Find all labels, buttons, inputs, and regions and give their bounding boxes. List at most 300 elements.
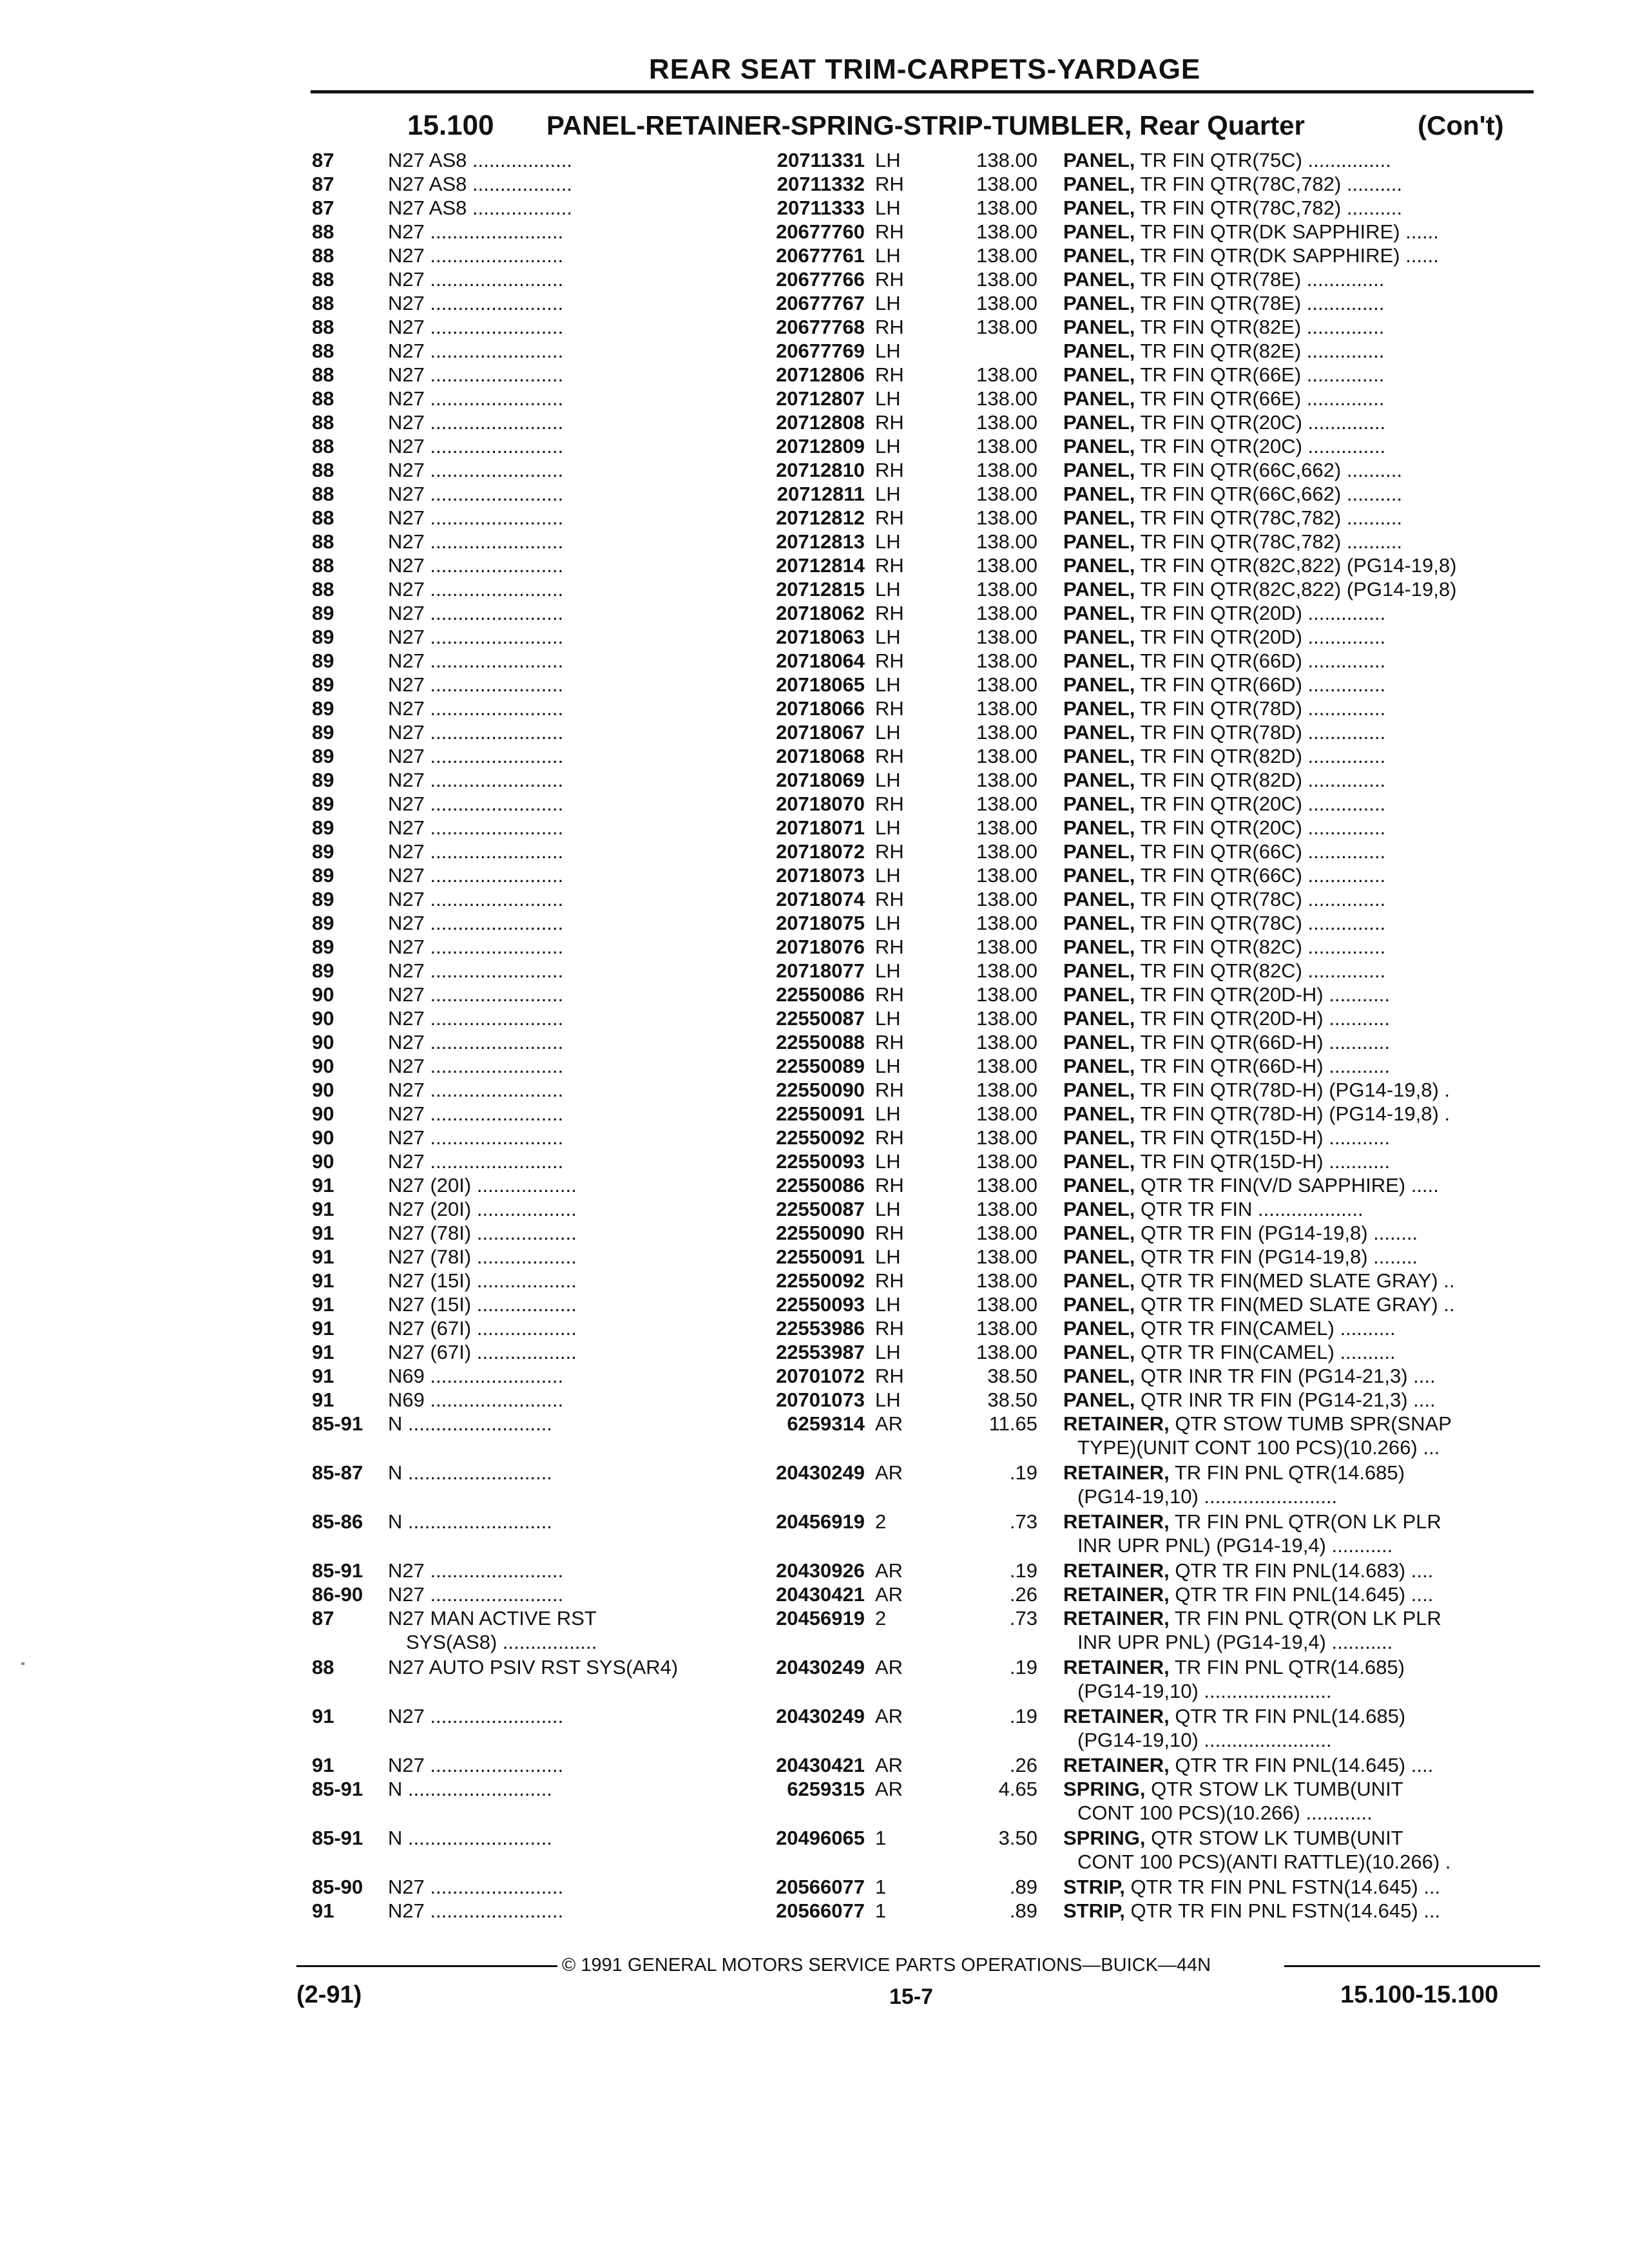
cell-price: 138.00 <box>976 506 1037 529</box>
cell-price: 138.00 <box>976 1102 1037 1125</box>
cell-part: 20718063 <box>776 626 865 648</box>
cell-part: 22550088 <box>776 1031 865 1053</box>
part-description: TR FIN QTR(66C) .............. <box>1140 864 1386 887</box>
part-noun: RETAINER, <box>1063 1559 1170 1582</box>
table-row <box>0 1461 1629 1485</box>
cell-usage: N27 ........................ <box>388 387 564 410</box>
cell-part: 20712814 <box>776 554 865 577</box>
part-description: TR FIN QTR(78E) .............. <box>1140 268 1385 291</box>
cell-part: 22550087 <box>776 1198 865 1220</box>
cell-price: .19 <box>1009 1656 1037 1678</box>
part-noun: SPRING, <box>1063 1827 1146 1849</box>
cell-usage: N27 ........................ <box>388 959 564 982</box>
part-description: TR FIN QTR(66C) .............. <box>1140 840 1386 863</box>
part-description: TR FIN QTR(66E) .............. <box>1140 387 1385 410</box>
cell-ill: 88 <box>312 554 334 577</box>
part-noun: PANEL, <box>1063 1055 1135 1077</box>
part-description: QTR INR TR FIN (PG14-21,3) .... <box>1141 1389 1436 1411</box>
cell-price: 138.00 <box>976 1293 1037 1316</box>
cell-usage: N27 ........................ <box>388 912 564 934</box>
table-row <box>0 267 1629 291</box>
cell-description <box>1063 983 1534 1006</box>
cell-price: 138.00 <box>976 292 1037 314</box>
cell-usage: N .......................... <box>388 1510 552 1533</box>
cell-price: 138.00 <box>976 1031 1037 1053</box>
cell-qty: LH <box>875 292 901 314</box>
cell-usage: N27 AUTO PSIV RST SYS(AR4) <box>388 1656 679 1678</box>
cell-part: 20430421 <box>776 1754 865 1776</box>
cell-price: 138.00 <box>976 959 1037 982</box>
cell-ill: 88 <box>312 435 334 457</box>
cell-price: 138.00 <box>976 1055 1037 1077</box>
cell-price: 138.00 <box>976 816 1037 839</box>
cell-part: 20677769 <box>776 340 865 362</box>
cell-part: 20718062 <box>776 602 865 624</box>
cell-part: 22550087 <box>776 1007 865 1030</box>
cell-usage: N27 ........................ <box>388 1007 564 1030</box>
table-row <box>0 911 1629 935</box>
cell-ill: 90 <box>312 1079 334 1101</box>
cell-qty: RH <box>875 506 904 529</box>
cell-ill: 91 <box>312 1365 334 1387</box>
cell-usage: N27 (78I) .................. <box>388 1245 577 1268</box>
cell-price: 4.65 <box>998 1778 1037 1800</box>
cell-description <box>1063 1655 1534 1679</box>
part-noun: PANEL, <box>1063 1007 1135 1030</box>
cell-part: 20712806 <box>776 363 865 386</box>
cell-usage: N27 ........................ <box>388 1055 564 1077</box>
table-row <box>0 1030 1629 1054</box>
cell-usage: N27 ........................ <box>388 983 564 1006</box>
cell-price: 138.00 <box>976 220 1037 243</box>
cell-description <box>1063 1388 1534 1412</box>
part-noun: PANEL, <box>1063 793 1135 815</box>
part-noun: PANEL, <box>1063 1245 1135 1268</box>
part-description: TR FIN QTR(78C) .............. <box>1140 912 1386 934</box>
cell-price: 138.00 <box>976 435 1037 457</box>
cell-qty: AR <box>875 1461 903 1484</box>
cell-ill: 87 <box>312 149 334 171</box>
part-description: QTR TR FIN PNL(14.645) .... <box>1175 1754 1434 1776</box>
cell-price: 138.00 <box>976 721 1037 744</box>
cell-part: 20718077 <box>776 959 865 982</box>
cell-usage: N27 AS8 .................. <box>388 173 573 195</box>
cell-part: 20711332 <box>776 173 865 195</box>
cell-usage: N27 ........................ <box>388 411 564 434</box>
cell-qty: AR <box>875 1559 903 1582</box>
cell-price: 138.00 <box>976 864 1037 887</box>
table-row <box>0 863 1629 887</box>
cell-description <box>1063 1293 1534 1316</box>
part-description: TR FIN QTR(78C) .............. <box>1140 888 1386 910</box>
cell-price: 138.00 <box>976 1222 1037 1244</box>
cell-usage: N27 ........................ <box>388 816 564 839</box>
table-row <box>0 482 1629 506</box>
cell-qty: LH <box>875 1102 901 1125</box>
part-noun: RETAINER, <box>1063 1461 1170 1484</box>
cell-ill: 89 <box>312 888 334 910</box>
part-noun: PANEL, <box>1063 1126 1135 1149</box>
cell-price: 138.00 <box>976 1269 1037 1292</box>
cell-description <box>1063 1221 1534 1245</box>
cell-qty: RH <box>875 268 904 291</box>
footer-copyright: © 1991 GENERAL MOTORS SERVICE PARTS OPERATIONS—BUICK—44N <box>562 1955 1211 1975</box>
cell-description <box>1063 1753 1534 1777</box>
cell-qty: 1 <box>875 1899 887 1922</box>
cell-description <box>1063 387 1534 410</box>
cell-part: 20566077 <box>776 1899 865 1922</box>
cell-price: 138.00 <box>976 745 1037 767</box>
part-noun: STRIP, <box>1063 1876 1125 1898</box>
part-noun: PANEL, <box>1063 1222 1135 1244</box>
cell-description <box>1063 1316 1534 1340</box>
cell-part: 22553986 <box>776 1317 865 1340</box>
cell-description <box>1063 1412 1534 1436</box>
cell-usage: N27 ........................ <box>388 340 564 362</box>
cell-ill: 90 <box>312 983 334 1006</box>
part-noun: PANEL, <box>1063 220 1135 243</box>
part-description: TR FIN QTR(82C) .............. <box>1140 959 1386 982</box>
cell-ill: 89 <box>312 816 334 839</box>
cell-usage: N27 (15I) .................. <box>388 1269 577 1292</box>
cell-ill: 91 <box>312 1705 334 1727</box>
cell-part: 20430926 <box>776 1559 865 1582</box>
description-continuation: TYPE)(UNIT CONT 100 PCS)(10.266) ... <box>1077 1436 1440 1459</box>
table-row <box>0 1826 1629 1850</box>
part-description: QTR TR FIN PNL(14.645) .... <box>1175 1583 1434 1606</box>
cell-usage: N27 ........................ <box>388 316 564 338</box>
part-description: QTR TR FIN(MED SLATE GRAY) .. <box>1141 1269 1455 1292</box>
cell-usage: N27 ........................ <box>388 435 564 457</box>
table-row <box>0 816 1629 840</box>
cell-part: 20718075 <box>776 912 865 934</box>
cell-ill: 89 <box>312 793 334 815</box>
cell-description <box>1063 220 1534 244</box>
cell-part: 20718072 <box>776 840 865 863</box>
cell-description <box>1063 1173 1534 1197</box>
section-continued-label: (Con't) <box>1418 110 1504 140</box>
part-noun: PANEL, <box>1063 459 1135 481</box>
part-description: TR FIN QTR(66D-H) ........... <box>1140 1031 1390 1053</box>
cell-ill: 85-91 <box>312 1559 363 1582</box>
cell-description <box>1063 1197 1534 1221</box>
cell-qty: LH <box>875 244 901 267</box>
cell-usage: N27 (15I) .................. <box>388 1293 577 1316</box>
cell-price: 138.00 <box>976 316 1037 338</box>
part-description: TR FIN QTR(82C) .............. <box>1140 936 1386 958</box>
cell-description <box>1063 244 1534 267</box>
part-noun: PANEL, <box>1063 173 1135 195</box>
part-description: TR FIN QTR(82C,822) (PG14-19,8) <box>1140 578 1457 601</box>
table-row <box>0 530 1629 553</box>
cell-qty: RH <box>875 1317 904 1340</box>
description-continuation: (PG14-19,10) ....................... <box>1077 1680 1332 1702</box>
part-noun: SPRING, <box>1063 1778 1146 1800</box>
cell-description <box>1063 673 1534 697</box>
cell-part: 22550092 <box>776 1269 865 1292</box>
part-noun: PANEL, <box>1063 959 1135 982</box>
cell-ill: 88 <box>312 220 334 243</box>
cell-ill: 90 <box>312 1031 334 1053</box>
cell-price: 138.00 <box>976 840 1037 863</box>
cell-part: 22553987 <box>776 1341 865 1363</box>
cell-usage: N27 AS8 .................. <box>388 197 573 219</box>
part-description: QTR TR FIN(CAMEL) .......... <box>1141 1317 1396 1340</box>
table-row <box>0 1078 1629 1102</box>
part-description: QTR TR FIN PNL(14.685) <box>1175 1705 1406 1727</box>
cell-part: 20718070 <box>776 793 865 815</box>
cell-qty: LH <box>875 149 901 171</box>
part-noun: PANEL, <box>1063 244 1135 267</box>
cell-ill: 89 <box>312 697 334 720</box>
cell-qty: LH <box>875 435 901 457</box>
part-noun: PANEL, <box>1063 769 1135 791</box>
cell-part: 20718066 <box>776 697 865 720</box>
part-description: TR FIN QTR(20C) .............. <box>1140 435 1386 457</box>
part-noun: PANEL, <box>1063 1269 1135 1292</box>
section-title: PANEL-RETAINER-SPRING-STRIP-TUMBLER, Rear Quarter <box>546 110 1305 140</box>
part-description: TR FIN QTR(82C,822) (PG14-19,8) <box>1140 554 1457 577</box>
table-row <box>0 1606 1629 1630</box>
cell-qty: AR <box>875 1705 903 1727</box>
part-noun: PANEL, <box>1063 697 1135 720</box>
part-noun: RETAINER, <box>1063 1705 1170 1727</box>
cell-ill: 91 <box>312 1198 334 1220</box>
cell-qty: LH <box>875 578 901 601</box>
cell-usage: N27 ........................ <box>388 721 564 744</box>
part-noun: PANEL, <box>1063 1389 1135 1411</box>
part-description: TR FIN QTR(66D) .............. <box>1140 649 1386 672</box>
part-noun: PANEL, <box>1063 1031 1135 1053</box>
cell-usage: N69 ........................ <box>388 1389 564 1411</box>
part-description: TR FIN QTR(20D) .............. <box>1140 602 1386 624</box>
cell-description <box>1063 744 1534 768</box>
cell-price: 138.00 <box>976 459 1037 481</box>
cell-usage: N27 ........................ <box>388 1559 564 1582</box>
cell-description <box>1063 863 1534 887</box>
cell-qty: RH <box>875 554 904 577</box>
cell-description <box>1063 1126 1534 1149</box>
cell-description <box>1063 458 1534 482</box>
cell-ill: 91 <box>312 1174 334 1196</box>
part-noun: PANEL, <box>1063 1341 1135 1363</box>
cell-qty: 2 <box>875 1510 887 1533</box>
cell-description <box>1063 840 1534 863</box>
cell-description <box>1063 1510 1534 1533</box>
part-noun: PANEL, <box>1063 626 1135 648</box>
cell-ill: 91 <box>312 1245 334 1268</box>
part-description: TR FIN QTR(78C,782) .......... <box>1140 506 1402 529</box>
part-description: QTR TR FIN (PG14-19,8) ........ <box>1141 1222 1418 1244</box>
cell-part: 6259315 <box>787 1778 865 1800</box>
cell-description <box>1063 434 1534 458</box>
cell-description <box>1063 1030 1534 1054</box>
part-description: TR FIN QTR(78D) .............. <box>1140 697 1386 720</box>
table-row <box>0 673 1629 697</box>
part-noun: PANEL, <box>1063 912 1135 934</box>
table-row <box>0 363 1629 387</box>
cell-qty: LH <box>875 626 901 648</box>
cell-qty: LH <box>875 816 901 839</box>
cell-usage: N27 ........................ <box>388 1705 564 1727</box>
table-row <box>0 1364 1629 1388</box>
footer-page-number: 15-7 <box>889 1984 934 2009</box>
part-description: QTR STOW LK TUMB(UNIT <box>1151 1827 1403 1849</box>
cell-part: 20456919 <box>776 1607 865 1629</box>
cell-qty: AR <box>875 1583 903 1606</box>
cell-price: 138.00 <box>976 673 1037 696</box>
cell-qty: RH <box>875 697 904 720</box>
cell-qty: LH <box>875 530 901 553</box>
cell-part: 20677767 <box>776 292 865 314</box>
cell-qty: LH <box>875 721 901 744</box>
cell-price: 11.65 <box>988 1412 1037 1435</box>
cell-description <box>1063 697 1534 720</box>
part-description: QTR TR FIN PNL FSTN(14.645) ... <box>1130 1876 1441 1898</box>
part-noun: RETAINER, <box>1063 1656 1170 1678</box>
cell-ill: 91 <box>312 1341 334 1363</box>
cell-usage: N27 ........................ <box>388 936 564 958</box>
cell-part: 20712812 <box>776 506 865 529</box>
cell-description <box>1063 1078 1534 1102</box>
cell-qty: LH <box>875 769 901 791</box>
cell-ill: 90 <box>312 1055 334 1077</box>
cell-usage: N27 ........................ <box>388 649 564 672</box>
cell-qty: LH <box>875 197 901 219</box>
table-row <box>0 1777 1629 1801</box>
cell-price: 38.50 <box>987 1389 1037 1411</box>
cell-qty: LH <box>875 483 901 505</box>
cell-ill: 91 <box>312 1269 334 1292</box>
table-row <box>0 1269 1629 1293</box>
cell-qty: RH <box>875 1222 904 1244</box>
table-row <box>0 1293 1629 1316</box>
cell-usage: N27 ........................ <box>388 554 564 577</box>
cell-ill: 86-90 <box>312 1583 363 1606</box>
table-row <box>0 1102 1629 1126</box>
cell-ill: 89 <box>312 912 334 934</box>
cell-description <box>1063 1364 1534 1388</box>
part-description: TR FIN QTR(66D) .............. <box>1140 673 1386 696</box>
table-row <box>0 1006 1629 1030</box>
part-noun: PANEL, <box>1063 1079 1135 1101</box>
cell-usage: N27 MAN ACTIVE RST <box>388 1607 597 1629</box>
part-description: TR FIN QTR(78C,782) .......... <box>1140 530 1402 553</box>
cell-part: 20496065 <box>776 1827 865 1849</box>
cell-description <box>1063 1606 1534 1630</box>
cell-usage: N27 ........................ <box>388 1583 564 1606</box>
cell-qty: RH <box>875 936 904 958</box>
cell-ill: 91 <box>312 1899 334 1922</box>
cell-ill: 89 <box>312 769 334 791</box>
usage-continuation: SYS(AS8) ................. <box>406 1631 597 1653</box>
cell-ill: 90 <box>312 1126 334 1149</box>
part-noun: RETAINER, <box>1063 1583 1170 1606</box>
cell-part: 20677761 <box>776 244 865 267</box>
cell-price: 138.00 <box>976 554 1037 577</box>
footer-section-range: 15.100-15.100 <box>1340 1981 1499 2008</box>
cell-description <box>1063 1875 1534 1899</box>
cell-qty: LH <box>875 1007 901 1030</box>
cell-part: 20712808 <box>776 411 865 434</box>
part-noun: PANEL, <box>1063 268 1135 291</box>
cell-ill: 88 <box>312 411 334 434</box>
cell-qty: RH <box>875 411 904 434</box>
cell-description <box>1063 1054 1534 1078</box>
part-description: TR FIN QTR(78E) .............. <box>1140 292 1385 314</box>
part-noun: PANEL, <box>1063 340 1135 362</box>
part-description: TR FIN QTR(20D) .............. <box>1140 626 1386 648</box>
cell-usage: N27 ........................ <box>388 292 564 314</box>
cell-ill: 88 <box>312 292 334 314</box>
cell-description <box>1063 363 1534 387</box>
cell-description <box>1063 887 1534 911</box>
part-description: TR FIN QTR(20D-H) ........... <box>1140 983 1390 1006</box>
cell-price: .89 <box>1009 1899 1037 1922</box>
cell-price: 138.00 <box>976 888 1037 910</box>
cell-qty: LH <box>875 1341 901 1363</box>
cell-ill: 89 <box>312 721 334 744</box>
cell-description <box>1063 1149 1534 1173</box>
table-row <box>0 1149 1629 1173</box>
part-noun: PANEL, <box>1063 745 1135 767</box>
part-noun: PANEL, <box>1063 649 1135 672</box>
part-description: QTR TR FIN(MED SLATE GRAY) .. <box>1141 1293 1455 1316</box>
table-row <box>0 1245 1629 1269</box>
cell-part: 20712813 <box>776 530 865 553</box>
table-row <box>0 887 1629 911</box>
cell-usage: N27 ........................ <box>388 1079 564 1101</box>
table-row <box>0 1875 1629 1899</box>
table-row <box>0 220 1629 244</box>
cell-qty: LH <box>875 340 901 362</box>
part-noun: PANEL, <box>1063 530 1135 553</box>
part-noun: RETAINER, <box>1063 1510 1170 1533</box>
part-noun: PANEL, <box>1063 316 1135 338</box>
part-noun: PANEL, <box>1063 363 1135 386</box>
cell-price: 138.00 <box>976 411 1037 434</box>
cell-ill: 85-90 <box>312 1876 363 1898</box>
cell-usage: N .......................... <box>388 1461 552 1484</box>
cell-price: 138.00 <box>976 578 1037 601</box>
cell-description <box>1063 1461 1534 1485</box>
part-description: TR FIN QTR(20C) .............. <box>1140 816 1386 839</box>
table-row <box>0 506 1629 530</box>
part-noun: PANEL, <box>1063 292 1135 314</box>
table-row <box>0 983 1629 1006</box>
table-row <box>0 1655 1629 1679</box>
cell-price: 138.00 <box>976 387 1037 410</box>
cell-price: 138.00 <box>976 769 1037 791</box>
part-noun: PANEL, <box>1063 411 1135 434</box>
scan-speck <box>21 1662 24 1665</box>
cell-qty: RH <box>875 1269 904 1292</box>
table-row <box>0 768 1629 792</box>
cell-price: 138.00 <box>976 1341 1037 1363</box>
cell-price: 138.00 <box>976 1150 1037 1173</box>
cell-usage: N27 (20I) .................. <box>388 1174 577 1196</box>
table-row <box>0 1704 1629 1728</box>
table-row <box>0 1753 1629 1777</box>
cell-usage: N27 ........................ <box>388 530 564 553</box>
cell-description <box>1063 1006 1534 1030</box>
cell-ill: 89 <box>312 840 334 863</box>
cell-description <box>1063 935 1534 959</box>
cell-ill: 88 <box>312 483 334 505</box>
part-noun: PANEL, <box>1063 864 1135 887</box>
cell-ill: 89 <box>312 936 334 958</box>
cell-ill: 89 <box>312 626 334 648</box>
